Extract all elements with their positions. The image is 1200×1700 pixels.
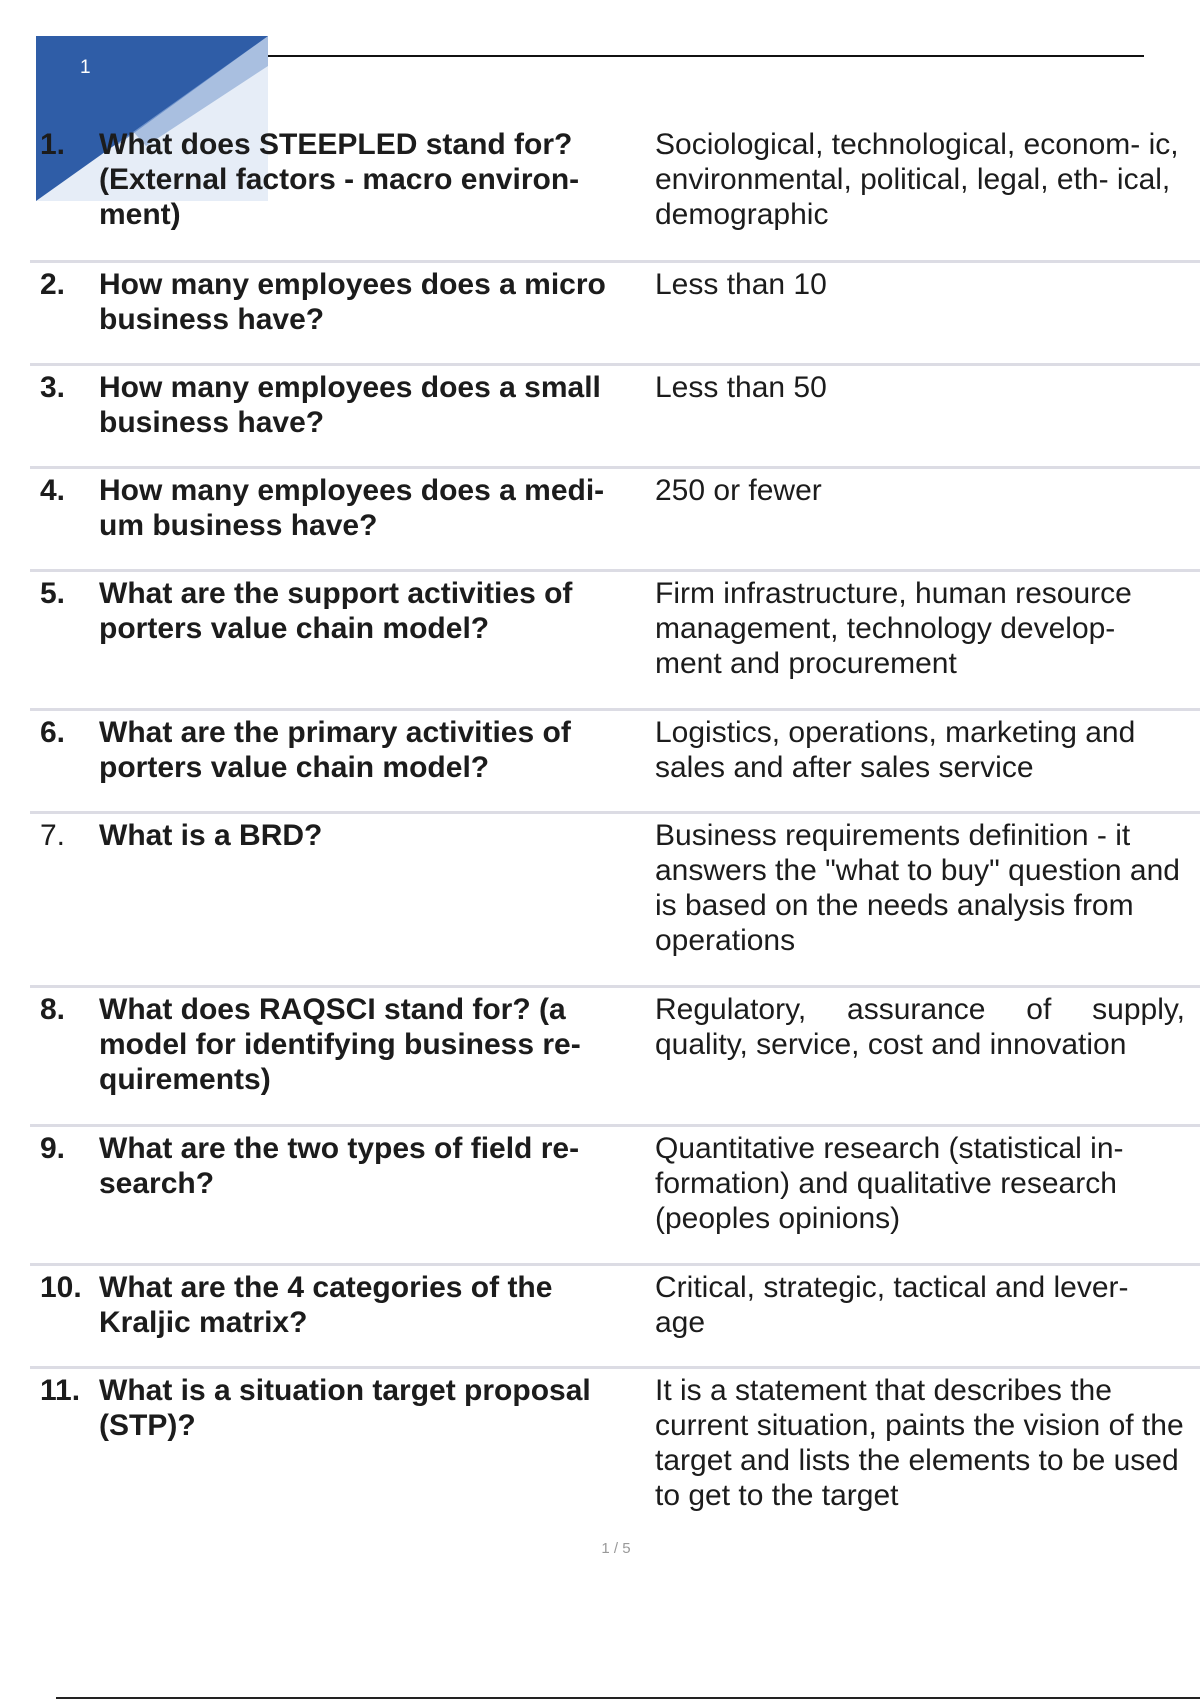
question: What does RAQSCI stand for? (a model for identifying business re- quirements) <box>99 993 581 1096</box>
question: What does STEEPLED stand for? (External factors - macro environ- ment) <box>99 128 580 231</box>
answer: Critical, strategic, tactical and lever- age <box>655 1271 1129 1339</box>
question: What are the primary activities of porters value chain model? <box>99 716 571 784</box>
item-number: 11. <box>40 1374 81 1407</box>
item-number: 7. <box>40 819 66 852</box>
answer: Regulatory, assurance of supply, quality, service, cost and innovation <box>655 993 1185 1061</box>
qa-row-last <box>30 1369 1200 1529</box>
page-number: 1 <box>80 57 91 78</box>
answer: Sociological, technological, econom- ic, environmental, political, legal, eth- ical, demographic <box>655 128 1179 231</box>
question: What are the 4 categories of the Kraljic matrix? <box>99 1271 553 1339</box>
question: How many employees does a small business have? <box>99 371 601 439</box>
answer: Logistics, operations, marketing and sales and after sales service <box>655 716 1136 784</box>
qa-row <box>30 572 1200 711</box>
qa-row <box>30 263 1200 366</box>
item-number: 3. <box>40 371 66 404</box>
item-number: 9. <box>40 1132 66 1165</box>
question: How many employees does a micro business have? <box>99 268 606 336</box>
qa-row <box>30 711 1200 814</box>
header-rule <box>268 55 1144 57</box>
qa-row <box>30 123 1200 263</box>
page-indicator: 1 / 5 <box>601 1540 631 1557</box>
question: What is a situation target proposal (STP)? <box>99 1374 591 1442</box>
footer-rule <box>56 1697 1200 1699</box>
answer: 250 or fewer <box>655 474 822 507</box>
item-number: 6. <box>40 716 66 749</box>
answer: Firm infrastructure, human resource management, technology develop- ment and procurement <box>655 577 1132 680</box>
qa-list <box>30 123 1200 1529</box>
item-number: 8. <box>40 993 66 1026</box>
qa-row <box>30 814 1200 988</box>
item-number: 1. <box>40 128 66 161</box>
question: What is a BRD? <box>99 819 323 852</box>
answer: It is a statement that describes the current situation, paints the vision of the target and lists the elements to be used to get to the target <box>655 1374 1184 1512</box>
qa-row <box>30 988 1200 1127</box>
question: What are the two types of field re- search? <box>99 1132 580 1200</box>
answer: Less than 50 <box>655 371 827 404</box>
qa-row <box>30 1127 1200 1266</box>
qa-row <box>30 469 1200 572</box>
question: How many employees does a medi- um business have? <box>99 474 605 542</box>
item-number: 2. <box>40 268 66 301</box>
item-number: 4. <box>40 474 66 507</box>
item-number: 10. <box>40 1271 82 1304</box>
answer: Less than 10 <box>655 268 827 301</box>
item-number: 5. <box>40 577 66 610</box>
answer: Quantitative research (statistical in- formation) and qualitative research (peoples opinions) <box>655 1132 1124 1235</box>
question: What are the support activities of porters value chain model? <box>99 577 573 645</box>
answer: Business requirements definition - it answers the "what to buy" question and is based on the needs analysis from operations <box>655 819 1180 957</box>
qa-row <box>30 1266 1200 1369</box>
qa-row <box>30 366 1200 469</box>
